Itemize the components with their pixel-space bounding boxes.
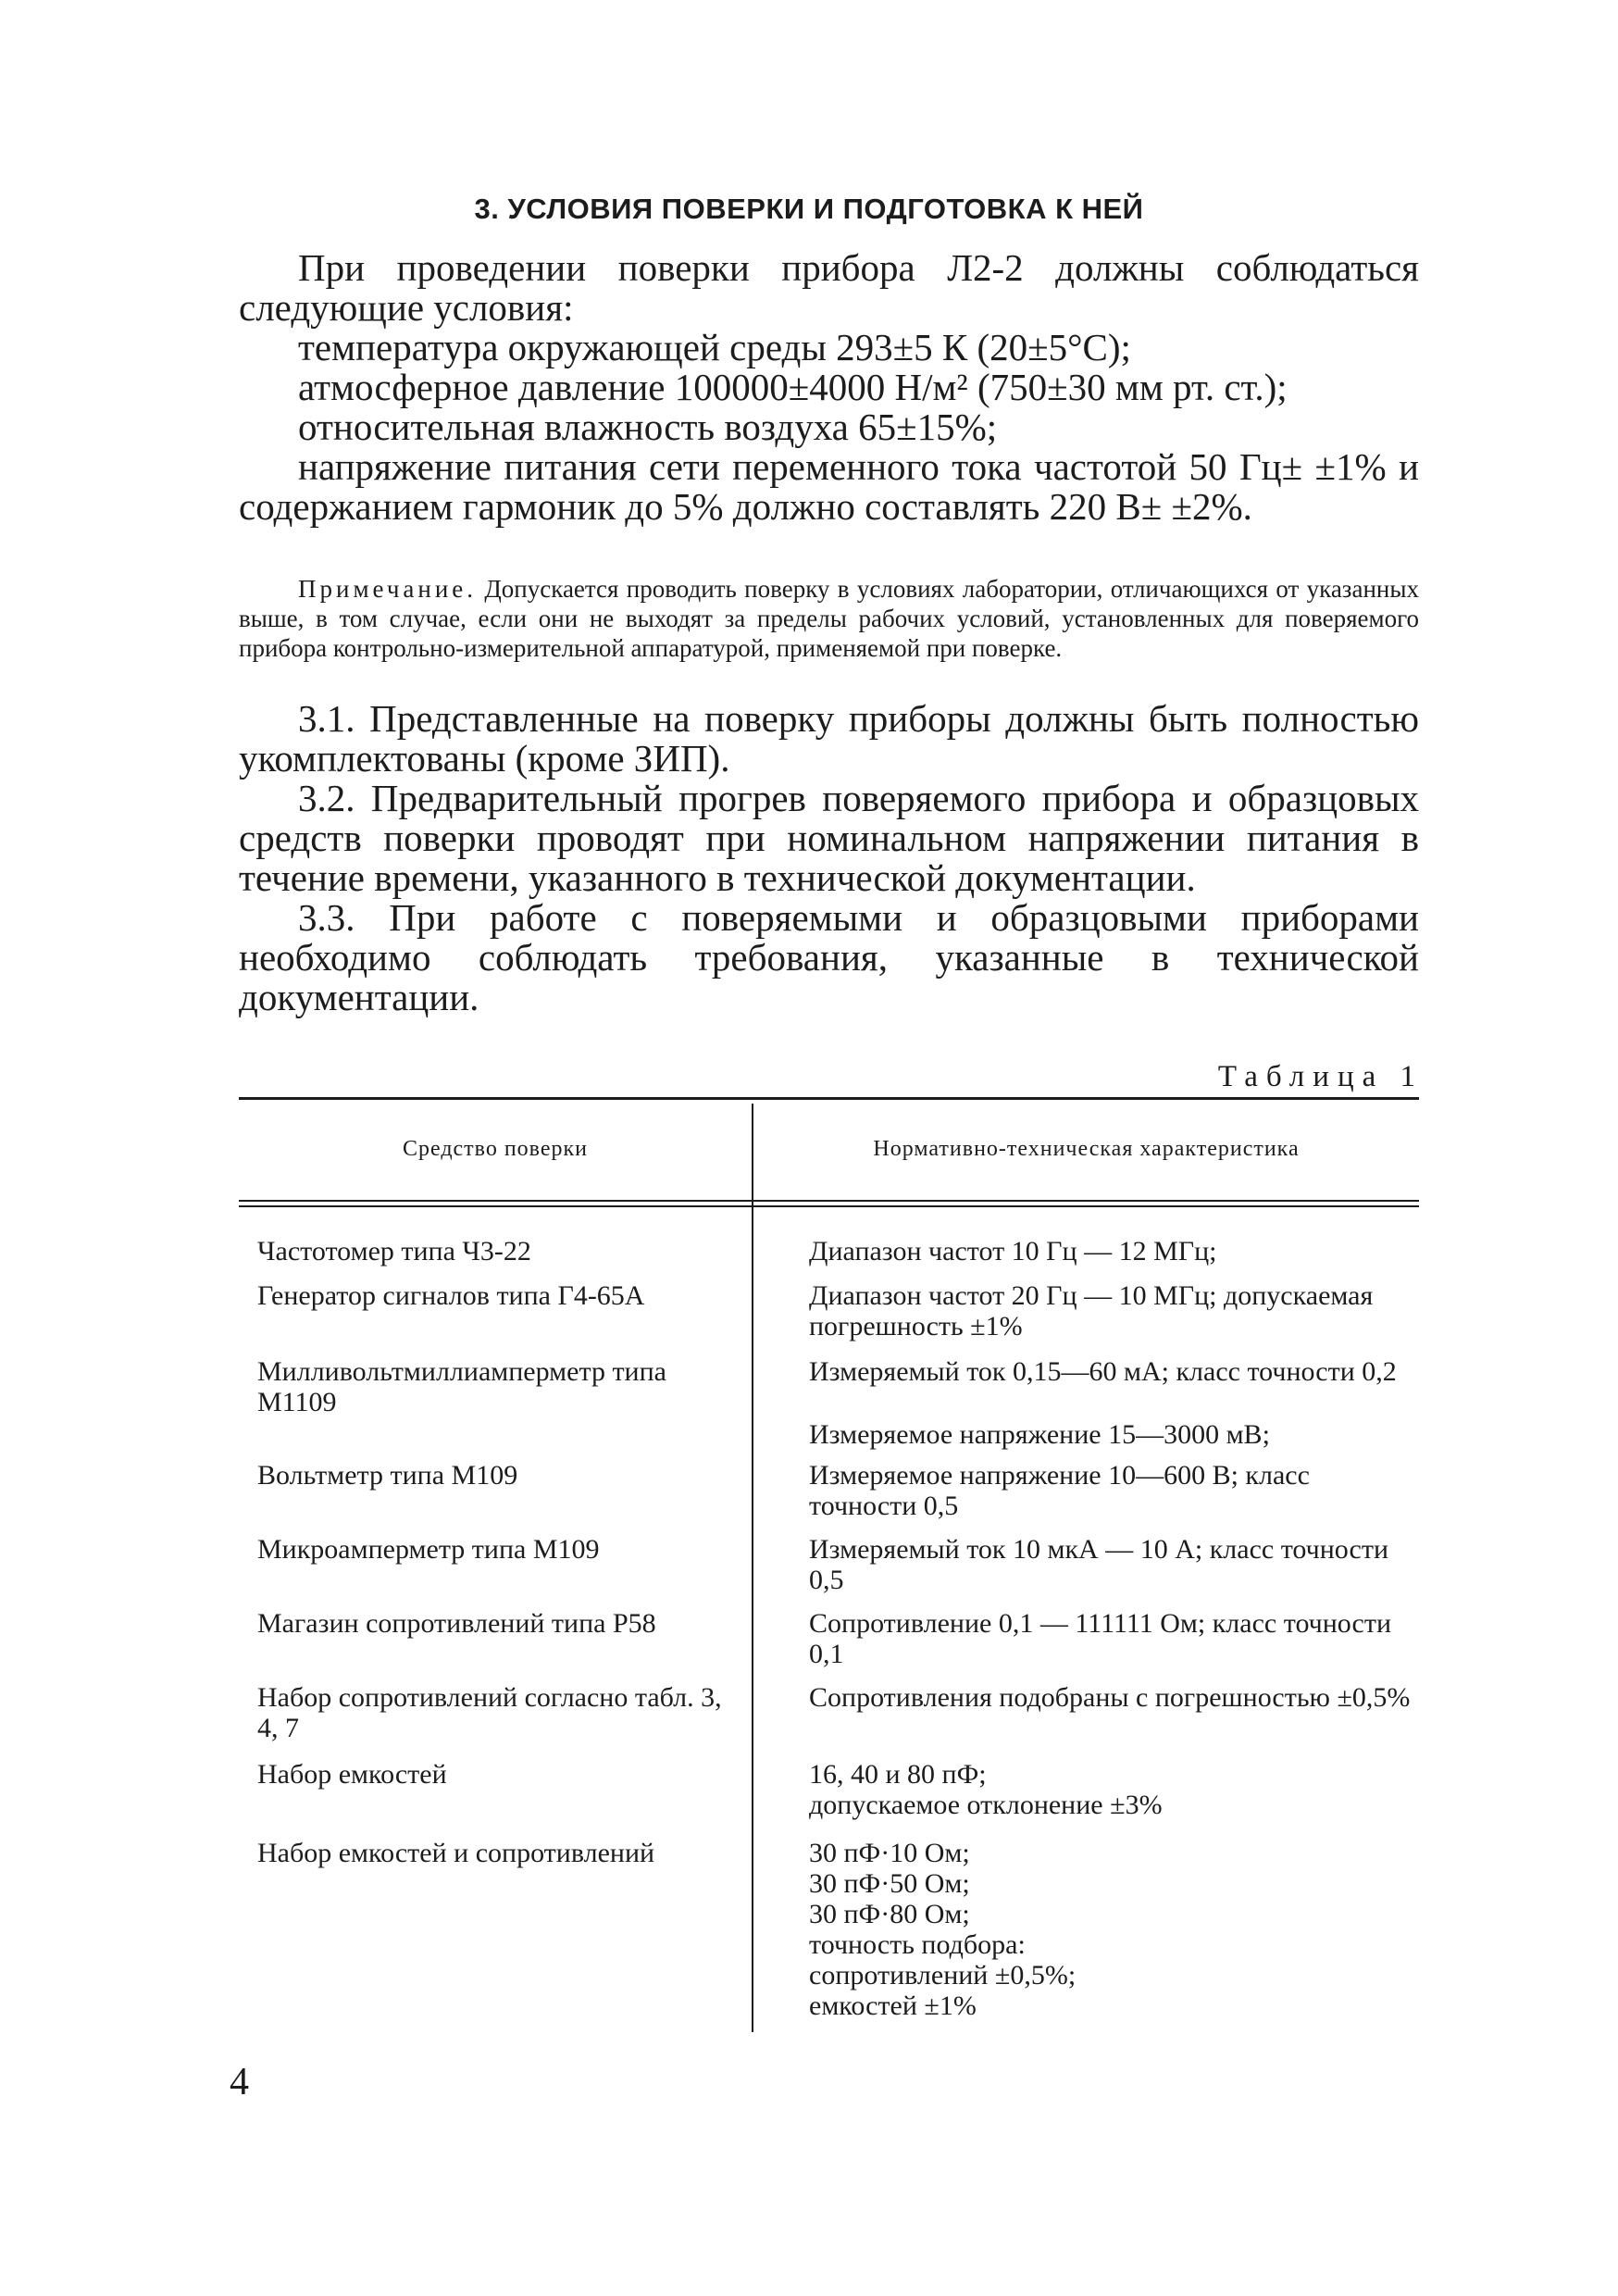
table-cell-spec: 30 пФ·10 Ом; — [809, 1838, 970, 1868]
note-label: Примечание. — [298, 575, 478, 603]
table-cell-spec: емкостей ±1% — [809, 1990, 977, 2021]
note-text: Допускается проводить поверку в условиях лаборатории, отличающихся от указанных выше, в том случае, если они не выходят за пределы рабочих условий, установленных для поверяемого прибора контрольно-измерительной аппаратурой, применяемой при поверке. — [239, 575, 1419, 662]
table-cell-spec: точность подбора: — [809, 1929, 1026, 1960]
table-cell-instrument: Милливольтмиллиамперметр типа М1109 — [257, 1356, 666, 1417]
clauses-block — [239, 699, 1419, 1017]
condition-temperature: температура окружающей среды 293±5 К (20±5°С); — [298, 326, 1131, 368]
table-cell-spec: Сопротивление 0,1 — 111111 Ом; класс точности 0,1 — [809, 1608, 1392, 1669]
table-cell-spec: 30 пФ·50 Ом; — [809, 1868, 970, 1899]
table-cell-instrument: Магазин сопротивлений типа Р58 — [257, 1608, 656, 1639]
note-block — [239, 574, 1419, 663]
table-column-divider — [752, 1104, 753, 2032]
table-cell-spec: Измеряемое напряжение 15—3000 мВ; — [809, 1419, 1270, 1450]
table-cell-spec: Измеряемый ток 10 мкА — 10 А; класс точности 0,5 — [809, 1534, 1389, 1595]
table-header-rule-1 — [239, 1200, 1419, 1202]
condition-humidity: относительная влажность воздуха 65±15%; — [298, 406, 998, 448]
table-cell-instrument: Частотомер типа Ч3-22 — [257, 1236, 531, 1267]
table-header-left: Средство поверки — [402, 1137, 589, 1161]
table-caption: Таблица 1 — [1217, 1060, 1424, 1093]
table-cell-instrument: Набор сопротивлений согласно табл. 3, 4, 7 — [257, 1682, 722, 1743]
table-top-rule — [239, 1097, 1419, 1100]
table-cell-spec: Сопротивления подобраны с погрешностью ±0,5% — [809, 1682, 1411, 1713]
condition-supply: напряжение питания сети переменного тока частотой 50 Гц± ±1% и содержанием гармоник до 5% должно составлять 220 В± ±2%. — [239, 445, 1419, 528]
table-cell-spec: Диапазон частот 10 Гц — 12 МГц; — [809, 1236, 1217, 1267]
table-cell-spec: сопротивлений ±0,5%; — [809, 1960, 1077, 1990]
table-cell-spec: Диапазон частот 20 Гц — 10 МГц; допускаемая погрешность ±1% — [809, 1280, 1374, 1341]
table-cell-instrument: Генератор сигналов типа Г4-65А — [257, 1280, 645, 1311]
table-cell-instrument: Набор емкостей — [257, 1759, 447, 1790]
table-cell-spec: Измеряемое напряжение 10—600 В; класс точности 0,5 — [809, 1460, 1310, 1521]
conditions-block — [239, 248, 1419, 527]
table-cell-instrument: Микроамперметр типа М109 — [257, 1534, 600, 1565]
table-cell-instrument: Вольтметр типа М109 — [257, 1460, 518, 1491]
table-cell-spec: 30 пФ·80 Ом; — [809, 1899, 970, 1929]
clause-3-3: 3.3. При работе с поверяемыми и образцовыми приборами необходимо соблюдать требования, указанные в технической документации. — [239, 896, 1419, 1018]
table-cell-spec: Измеряемый ток 0,15—60 мА; класс точности 0,2 — [809, 1356, 1397, 1387]
page-number: 4 — [230, 2061, 249, 2103]
clause-3-2: 3.2. Предварительный прогрев поверяемого прибора и образцовых средств поверки проводят при номинальном напряжении питания в течение времени, указанного в технической документации. — [239, 777, 1419, 899]
table-header-rule-2 — [239, 1205, 1419, 1207]
section-heading: 3. УСЛОВИЯ ПОВЕРКИ И ПОДГОТОВКА К НЕЙ — [474, 193, 1144, 225]
clause-3-1: 3.1. Представленные на поверку приборы должны быть полностью укомплектованы (кроме ЗИП). — [239, 697, 1419, 780]
table-cell-spec: допускаемое отклонение ±3% — [809, 1790, 1163, 1820]
table-cell-spec: 16, 40 и 80 пФ; — [809, 1759, 987, 1790]
table-cell-instrument: Набор емкостей и сопротивлений — [257, 1838, 655, 1868]
condition-pressure: атмосферное давление 100000±4000 Н/м² (750±30 мм рт. ст.); — [298, 366, 1288, 408]
intro-paragraph: При проведении поверки прибора Л2-2 должны соблюдаться следующие условия: — [239, 246, 1419, 329]
table-header-right: Нормативно-техническая характеристика — [873, 1137, 1300, 1161]
